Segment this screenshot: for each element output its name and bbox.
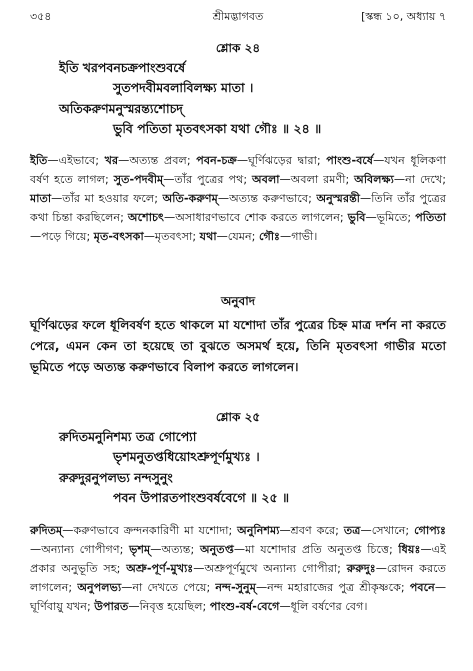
synonym-meaning: অত্যন্ত; xyxy=(161,543,200,556)
synonym-meaning: ভূমিতে; xyxy=(376,211,416,224)
synonym-word: মৃত-বৎসকা xyxy=(93,230,144,243)
sloka-25-heading: শ্লোক ২৫ xyxy=(215,410,261,424)
synonym-word: ধিয়ঃ xyxy=(398,543,421,556)
synonym-word: অনুনিশম্য xyxy=(237,524,280,537)
synonym-meaning: মৃতবৎসা; xyxy=(154,230,200,243)
synonym-word: খর xyxy=(104,154,119,167)
synonym-meaning: নন্দ মহারাজের পুত্র শ্রীকৃষ্ণকে; xyxy=(267,581,410,594)
synonym-meaning: গাভী। xyxy=(291,230,318,243)
synonym-word: ভুবি xyxy=(347,211,366,224)
synonym-word: ইতি xyxy=(30,154,48,167)
synonym-word: অশ্রু-পূর্ণ-মুখ্যঃ xyxy=(126,562,194,575)
sloka-24-synonyms: ইতি—এইভাবে; খর—অত্যন্ত প্রবল; পবন-চক্র—ঘূর্ণিঝড়ের দ্বারা; পাংশু-বর্ষে—যখন ধূলিকণা বর্ষণ হতে লাগল; সুত-পদবীম্—তাঁর পুত্রের পথ; অবলা—অবলা রমণী; অবিলক্ষ্য—না দেখে; মাতা—তাঁর মা হওয়ার ফলে; অতি-করুণম্—অত্যন্ত করুণভাবে; অনুস্মরন্তী—তিনি তাঁর পুত্রের কথা চিন্তা করছিলেন; অশোচৎ—অসাধারণভাবে শোক করতে লাগলেন; ভুবি—ভূমিতে; পতিতা—পড়ে গিয়ে; মৃত-বৎসকা—মৃতবৎসা; যথা—যেমন; গৌঃ—গাভী। xyxy=(30,154,447,243)
synonym-meaning: শ্রবণ করে; xyxy=(290,524,344,537)
synonym-meaning: রোদন করতে লাগলেন; xyxy=(30,562,447,594)
synonym-word: পতিতা xyxy=(415,211,447,224)
sloka-24-verse-line-2: সুতপদবীমবলাবিলক্ষ্য মাতা । xyxy=(113,80,254,95)
synonym-word: রুরুদুঃ xyxy=(346,562,376,575)
synonym-word: অনুস্মরন্তী xyxy=(316,192,361,205)
synonym-word: অতি-করুণম্ xyxy=(162,192,218,205)
synonym-word: অবলা xyxy=(252,173,280,186)
synonym-word: গৌঃ xyxy=(258,230,281,243)
page-header xyxy=(30,8,446,26)
synonym-meaning: নিবৃত্ত হয়েছিল; xyxy=(139,600,210,613)
synonym-meaning: তাঁর মা হওয়ার ফলে; xyxy=(62,192,163,205)
synonym-meaning: এইভাবে; xyxy=(58,154,105,167)
translation-text: ঘূর্ণিঝড়ের ফলে ধূলিবর্ষণ হতে থাকলে মা যশোদা তাঁর পুত্রের চিহ্ন মাত্র দর্শন না করতে পেরে, এমন কেন তা হয়েছে তা বুঝতে অসমর্থ হয়ে, তিনি মৃতবৎসা গাভীর মতো ভূমিতে পড়ে অত্যন্ত করুণভাবে বিলাপ করতে লাগলেন। xyxy=(30,318,446,374)
sloka-25-verse-line-4: পবন উপারতপাংশুবর্ষবেগে ॥ ২৫ ॥ xyxy=(113,490,290,505)
sloka-24-verse-line-3: অতিকরুণমনুস্মরন্ত্যশোচদ্ xyxy=(59,101,183,116)
synonym-meaning: পড়ে গিয়ে; xyxy=(41,230,94,243)
synonym-meaning: অত্যন্ত করুণভাবে; xyxy=(229,192,317,205)
sloka-25-verse-line-3: রুরুদুরনুপলভ্য নন্দসুনুং xyxy=(59,470,173,485)
synonym-meaning: মা যশোদার প্রতি অনুতপ্ত চিত্তে; xyxy=(245,543,399,556)
sloka-24-translation xyxy=(30,315,446,378)
synonym-meaning: তিনি তাঁর পুত্রের কথা চিন্তা করছিলেন; xyxy=(30,192,446,224)
synonym-meaning: করুণভাবে ক্রন্দনকারিণী মা যশোদা; xyxy=(73,524,238,537)
sloka-25-verse-line-1: রুদিতমনুনিশম্য তত্র গোপ্যো xyxy=(59,429,197,444)
translation-heading: অনুবাদ xyxy=(220,294,256,308)
synonym-word: রুদিতম্ xyxy=(30,524,63,537)
page-number: ৩৫৪ xyxy=(30,10,52,23)
synonym-meaning: না দেখে; xyxy=(405,173,446,186)
synonym-word: পাংশু-বর্ষে xyxy=(326,154,374,167)
synonym-meaning: অবলা রমণী; xyxy=(290,173,355,186)
synonym-word: নন্দ-সুনুম্ xyxy=(215,581,256,594)
synonym-meaning: তাঁর পুত্রের পথ; xyxy=(174,173,253,186)
sloka-25-synonyms: রুদিতম্—করুণভাবে ক্রন্দনকারিণী মা যশোদা; অনুনিশম্য—শ্রবণ করে; তত্র—সেখানে; গোপ্যঃ—অন্যান্য গোপীগণ; ভৃশম্—অত্যন্ত; অনুতপ্ত—মা যশোদার প্রতি অনুতপ্ত চিত্তে; ধিয়ঃ—এই প্রকার অনুভূতি সহ; অশ্রু-পূর্ণ-মুখ্যঃ—অশ্রুপূর্ণমুখে অন্যান্য গোপীরা; রুরুদুঃ—রোদন করতে লাগলেন; অনুপলভ্য—না দেখতে পেয়ে; নন্দ-সুনুম্—নন্দ মহারাজের পুত্র শ্রীকৃষ্ণকে; পবনে—ঘূর্ণিবায়ু যখন; উপারত—নিবৃত্ত হয়েছিল; পাংশু-বর্ষ-বেগে—ধূলি বর্ষণের বেগ। xyxy=(30,524,447,613)
synonym-meaning: ঘূর্ণিঝড়ের দ্বারা; xyxy=(248,154,327,167)
synonym-word: গোপ্যঃ xyxy=(414,524,446,537)
book-title: শ্রীমদ্ভাগবত xyxy=(212,10,264,23)
synonym-meaning: অসাধারণভাবে শোক করতে লাগলেন; xyxy=(175,211,348,224)
sloka-24-verse-line-1: ইতি খরপবনচক্রপাংশুবর্ষে xyxy=(59,60,186,75)
synonym-word: পবন-চক্র xyxy=(196,154,237,167)
synonym-word: অশোচৎ xyxy=(127,211,164,224)
synonym-word: পাংশু-বর্ষ-বেগে xyxy=(209,600,280,613)
synonym-word: মাতা xyxy=(30,192,52,205)
synonym-meaning: অশ্রুপূর্ণমুখে অন্যান্য গোপীরা; xyxy=(204,562,347,575)
synonym-meaning: যখন ধূলিকণা বর্ষণ হতে লাগল; xyxy=(30,154,446,186)
synonym-meaning: ঘূর্ণিবায়ু যখন; xyxy=(30,600,95,613)
synonym-meaning: এই প্রকার অনুভূতি সহ; xyxy=(30,543,446,575)
synonym-word: অনুতপ্ত xyxy=(199,543,234,556)
synonym-word: পবনে xyxy=(409,581,435,594)
synonym-meaning: ধূলি বর্ষণের বেগ। xyxy=(290,600,368,613)
sloka-24-heading: শ্লোক ২৪ xyxy=(215,41,261,55)
chapter-reference: [স্কন্ধ ১০, অধ্যায় ৭ xyxy=(361,10,446,23)
synonym-meaning: যেমন; xyxy=(227,230,259,243)
synonym-meaning: অত্যন্ত প্রবল; xyxy=(129,154,197,167)
synonym-word: অনুপলভ্য xyxy=(77,581,122,594)
synonym-meaning: সেখানে; xyxy=(371,524,415,537)
synonym-word: তত্র xyxy=(343,524,361,537)
synonym-word: যথা xyxy=(199,230,217,243)
synonym-meaning: না দেখতে পেয়ে; xyxy=(132,581,216,594)
synonym-word: অবিলক্ষ্য xyxy=(354,173,394,186)
synonym-word: সুত-পদবীম্ xyxy=(113,173,164,186)
synonym-word: উপারত xyxy=(94,600,129,613)
sloka-24-verse-line-4: ভুবি পতিতা মৃতবৎসকা যথা গৌঃ ॥ ২৪ ॥ xyxy=(113,121,322,136)
sloka-25-verse-line-2: ভৃশমনুতপ্তধিয়োঽশ্রুপূর্ণমুখ্যঃ । xyxy=(113,449,260,464)
synonym-meaning: অন্যান্য গোপীগণ; xyxy=(41,543,130,556)
synonym-word: ভৃশম্ xyxy=(129,543,151,556)
